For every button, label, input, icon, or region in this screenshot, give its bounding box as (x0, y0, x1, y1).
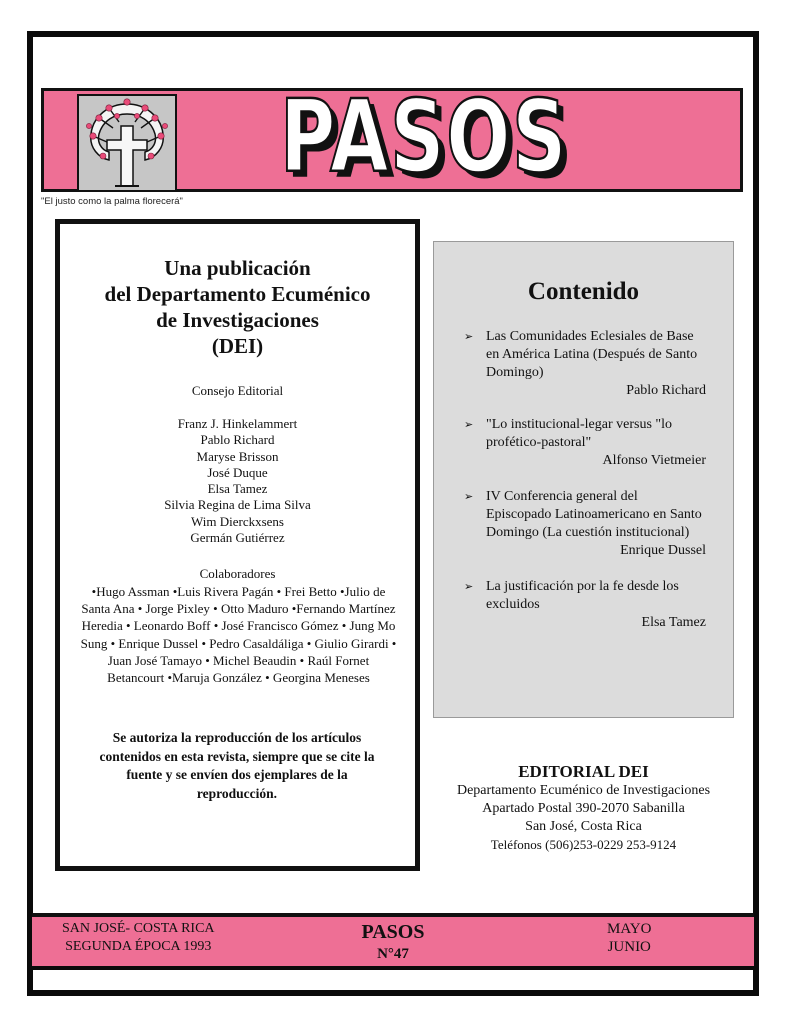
toc-line: en América Latina (Después de Santo (486, 347, 698, 362)
contents-panel (433, 241, 734, 718)
publication-title-line: Una publicación (164, 256, 311, 280)
footer-location-line: SEGUNDA ÉPOCA 1993 (65, 939, 212, 954)
board-member: Germán Gutiérrez (190, 530, 285, 546)
notice-line: Se autoriza la reproducción de los artículos (112, 730, 362, 745)
footer-title: PASOS (361, 921, 425, 943)
collaborators-line: •Hugo Assman •Luis Rivera Pagán • Frei Betto •Julio de (91, 584, 386, 599)
tagline: "El justo como la palma florecerá" (41, 196, 183, 207)
board-member: Wim Dierckxsens (191, 513, 284, 529)
toc-line: Las Comunidades Eclesiales de Base (486, 329, 694, 344)
toc-line: Episcopado Latinoamericano en Santo (486, 507, 702, 522)
footer-month: MAYO (607, 921, 652, 937)
board-member: Pablo Richard (200, 432, 275, 448)
board-member: Maryse Brisson (196, 448, 279, 464)
collaborators-list (66, 583, 411, 686)
board-member: Elsa Tamez (207, 481, 268, 497)
arrow-bullet-icon: ➢ (464, 331, 474, 343)
masthead-title: PASOS (280, 93, 568, 187)
contents-title: Contenido (527, 278, 640, 305)
publication-title-line: de Investigaciones (156, 308, 319, 332)
publication-info-panel (55, 219, 420, 871)
toc-line: IV Conferencia general del (486, 489, 638, 504)
toc-line: La justificación por la fe desde los (486, 579, 679, 594)
publication-title (60, 255, 415, 359)
collaborators-line: Betancourt •Maruja González • Georgina Meneses (107, 670, 370, 686)
publisher-info (433, 762, 734, 854)
publisher-phone: Teléfonos (506)253-0229 253-9124 (490, 837, 677, 852)
notice-line: fuente y se envíen dos ejemplares de la (126, 767, 348, 782)
publisher-line: San José, Costa Rica (525, 819, 642, 834)
footer-location-line: SAN JOSÉ- COSTA RICA (62, 921, 215, 936)
arrow-bullet-icon: ➢ (464, 581, 474, 593)
arrow-bullet-icon: ➢ (464, 491, 474, 503)
toc-line: Domingo) (486, 365, 544, 380)
arrow-bullet-icon: ➢ (464, 419, 474, 431)
publication-title-line: (DEI) (211, 334, 264, 358)
publisher-line: Apartado Postal 390-2070 Sabanilla (482, 801, 685, 816)
toc-item-title (486, 416, 731, 452)
editorial-board-list (60, 416, 415, 546)
footer-month: JUNIO (607, 939, 651, 955)
tree-of-life-logo-icon (77, 94, 177, 192)
toc-item-author: Enrique Dussel (620, 543, 706, 558)
board-member: José Duque (207, 464, 268, 480)
toc-line: excluidos (486, 597, 540, 612)
notice-line: reproducción. (196, 785, 278, 801)
toc-line: Domingo (La cuestión institucional) (486, 525, 690, 540)
collaborators-line: Juan José Tamayo • Michel Beaudin • Raúl Fornet (107, 652, 370, 668)
collaborators-label: Colaboradores (199, 566, 276, 581)
collaborators-line: Sung • Enrique Dussel • Pedro Casaldáliga • Giulio Girardi • (80, 635, 397, 651)
footer-months (607, 920, 651, 956)
board-member: Silvia Regina de Lima Silva (164, 497, 311, 513)
reproduction-notice (72, 729, 402, 803)
footer-banner (32, 913, 754, 967)
toc-line: "Lo institucional-legar versus "lo (486, 417, 672, 432)
toc-item-author: Alfonso Vietmeier (602, 453, 706, 468)
collaborators-line: Santa Ana • Jorge Pixley • Otto Maduro •Fernando Martínez (81, 601, 396, 617)
masthead-title-shadow: PASOS (286, 93, 574, 187)
publisher-name: EDITORIAL DEI (518, 762, 649, 781)
toc-item-author: Elsa Tamez (641, 615, 706, 630)
toc-item-title (486, 578, 731, 614)
publication-title-line: del Departamento Ecuménico (104, 282, 371, 306)
publisher-line: Departamento Ecuménico de Investigaciones (456, 783, 711, 798)
toc-line: profético-pastoral" (486, 435, 592, 450)
issue-number: N°47 (377, 946, 409, 962)
collaborators-line: Heredia • Leonardo Boff • José Francisco Gómez • Jung Mo (81, 618, 396, 634)
editorial-board-label: Consejo Editorial (191, 383, 284, 398)
toc-item-title (486, 328, 731, 382)
toc-item-author: Pablo Richard (626, 383, 706, 398)
toc-item-title (486, 488, 731, 542)
notice-line: contenidos en esta revista, siempre que se cite la (99, 748, 375, 764)
board-member: Franz J. Hinkelammert (177, 416, 298, 431)
masthead-logo (280, 93, 580, 192)
